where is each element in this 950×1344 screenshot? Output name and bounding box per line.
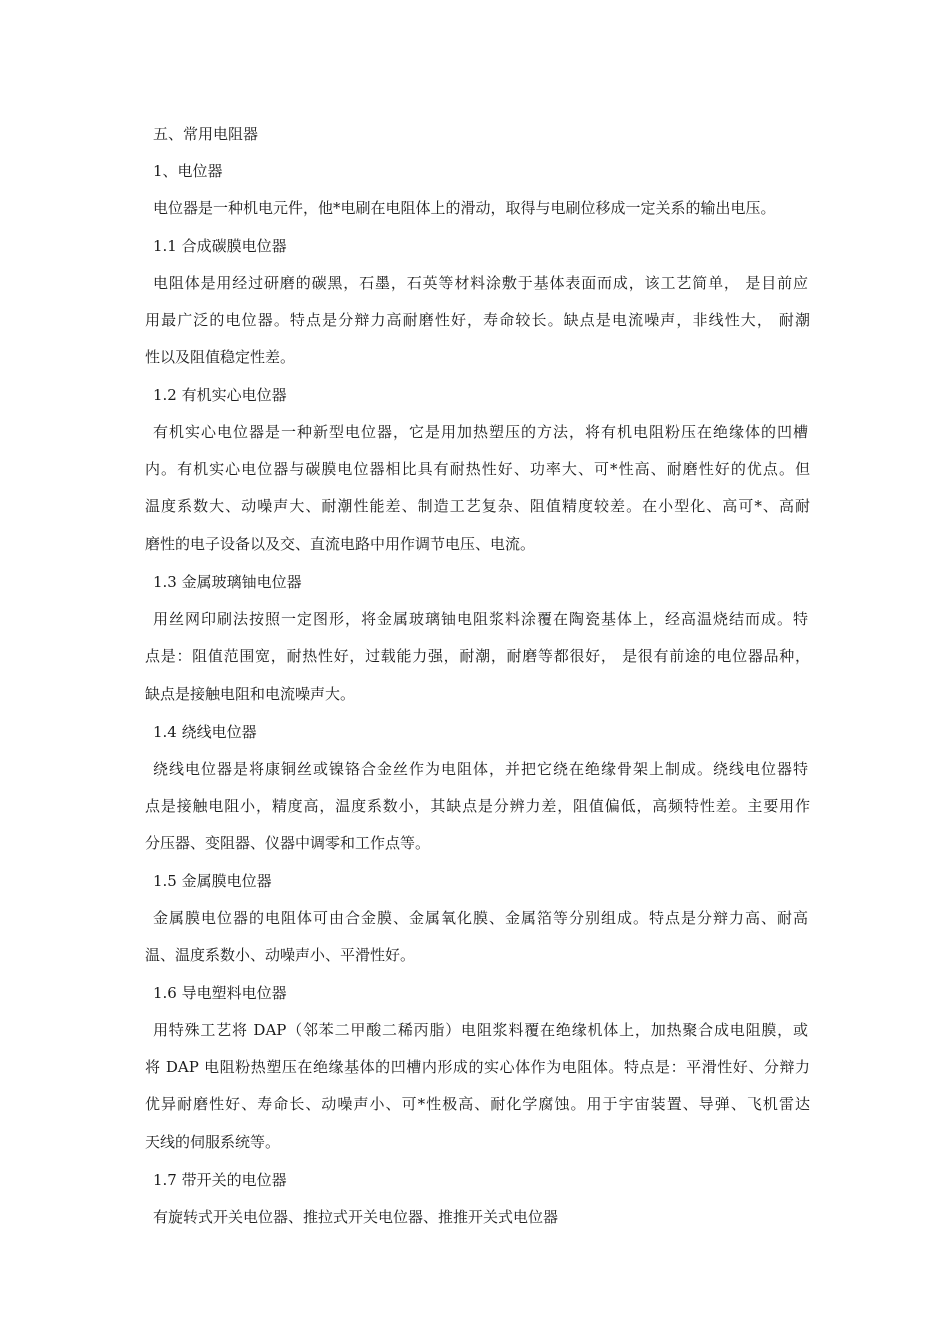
item-heading: 1.6 导电塑料电位器 (153, 984, 287, 1002)
body-line: 用最广泛的电位器。特点是分辩力高耐磨性好，寿命较长。缺点是电流噪声，非线性大， 耐潮 (145, 311, 810, 329)
body-line: 分压器、变阻器、仪器中调零和工作点等。 (145, 834, 431, 852)
body-line: 金属膜电位器的电阻体可由合金膜、金属氧化膜、金属箔等分别组成。特点是分辩力高、耐高 (153, 909, 808, 927)
body-line: 内。有机实心电位器与碳膜电位器相比具有耐热性好、功率大、可*性高、耐磨性好的优点。但 (145, 460, 810, 478)
item-heading: 1.5 金属膜电位器 (153, 872, 272, 890)
body-line: 电阻体是用经过研磨的碳黑，石墨，石英等材料涂敷于基体表面而成，该工艺简单， 是目前应 (153, 274, 808, 292)
body-line: 天线的伺服系统等。 (145, 1133, 281, 1151)
body-line: 温度系数大、动噪声大、耐潮性能差、制造工艺复杂、阻值精度较差。在小型化、高可*、高耐 (145, 497, 810, 515)
body-line: 将 DAP 电阻粉热塑压在绝缘基体的凹槽内形成的实心体作为电阻体。特点是：平滑性好、分辩力 (145, 1058, 810, 1076)
body-line: 温、温度系数小、动噪声小、平滑性好。 (145, 946, 416, 964)
item-heading: 1.7 带开关的电位器 (153, 1171, 287, 1189)
item-heading: 1.4 绕线电位器 (153, 723, 257, 741)
body-line: 性以及阻值稳定性差。 (145, 348, 296, 366)
body-line: 有机实心电位器是一种新型电位器，它是用加热塑压的方法，将有机电阻粉压在绝缘体的凹槽 (153, 423, 808, 441)
body-line: 缺点是接触电阻和电流噪声大。 (145, 685, 356, 703)
body-line: 有旋转式开关电位器、推拉式开关电位器、推推开关式电位器 (153, 1208, 559, 1226)
item-heading: 1.3 金属玻璃铀电位器 (153, 573, 302, 591)
section-title: 五、常用电阻器 (153, 125, 259, 143)
item-heading: 1.1 合成碳膜电位器 (153, 237, 287, 255)
intro-line: 电位器是一种机电元件，他*电刷在电阻体上的滑动，取得与电刷位移成一定关系的输出电压。 (153, 199, 776, 217)
body-line: 用丝网印刷法按照一定图形，将金属玻璃铀电阻浆料涂覆在陶瓷基体上，经高温烧结而成。特 (153, 610, 808, 628)
body-line: 点是接触电阻小，精度高，温度系数小，其缺点是分辨力差，阻值偏低，高频特性差。主要用作 (145, 797, 810, 815)
body-line: 绕线电位器是将康铜丝或镍铬合金丝作为电阻体，并把它绕在绝缘骨架上制成。绕线电位器特 (153, 760, 808, 778)
body-line: 点是：阻值范围宽，耐热性好，过载能力强，耐潮，耐磨等都很好， 是很有前途的电位器品种， (145, 647, 810, 665)
item-heading: 1.2 有机实心电位器 (153, 386, 287, 404)
body-line: 磨性的电子设备以及交、直流电路中用作调节电压、电流。 (145, 535, 536, 553)
body-line: 用特殊工艺将 DAP（邻苯二甲酸二稀丙脂）电阻浆料覆在绝缘机体上，加热聚合成电阻膜，或 (153, 1021, 808, 1039)
subsection-title: 1、电位器 (153, 162, 223, 180)
body-line: 优异耐磨性好、寿命长、动噪声小、可*性极高、耐化学腐蚀。用于宇宙装置、导弹、飞机雷达 (145, 1095, 810, 1113)
